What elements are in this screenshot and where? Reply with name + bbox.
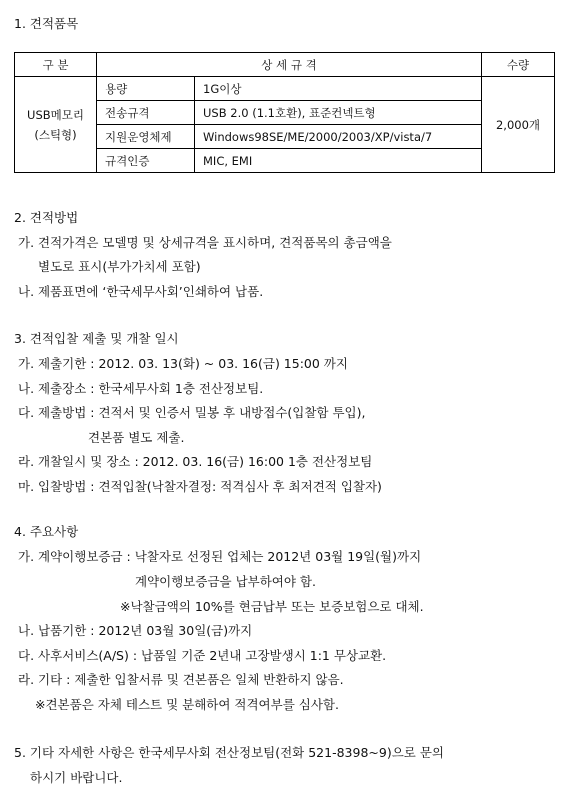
header-quantity: 수량 (482, 53, 555, 77)
spec-label: 용량 (97, 77, 195, 101)
section2-line: 가. 견적가격은 모델명 및 상세규격을 표시하며, 견적품목의 총금액을 (18, 235, 392, 250)
section1-title: 1. 견적품목 (14, 16, 79, 31)
section4-line: 다. 사후서비스(A/S) : 납품일 기준 2년내 고장발생시 1:1 무상교환. (18, 648, 387, 663)
section2-line: 나. 제품표면에 ‘한국세무사회’인쇄하여 납품. (18, 284, 264, 299)
section3-title: 3. 견적입찰 제출 및 개찰 일시 (14, 331, 179, 346)
section3-line: 라. 개찰일시 및 장소 : 2012. 03. 16(금) 16:00 1층 전산정보팀 (18, 454, 373, 469)
section5-line: 5. 기타 자세한 사항은 한국세무사회 전산정보팀(전화 521-8398~9)으로 문의 (14, 745, 444, 760)
section3-line: 다. 제출방법 : 견적서 및 인증서 밀봉 후 내방접수(입찰함 투입), (18, 405, 366, 420)
section2-line: 별도로 표시(부가가치세 포함) (38, 259, 201, 274)
item-type: (스틱형) (34, 127, 77, 142)
spec-label: 지원운영체제 (97, 125, 195, 149)
section4-line: 가. 계약이행보증금 : 낙찰자로 선정된 업체는 2012년 03월 19일(월)까지 (18, 549, 422, 564)
spec-label: 규격인증 (97, 149, 195, 173)
section4-title: 4. 주요사항 (14, 524, 79, 539)
section5-line: 하시기 바랍니다. (30, 770, 123, 785)
header-spec: 상 세 규 격 (97, 53, 482, 77)
section4-line: ※낙찰금액의 10%를 현금납부 또는 보증보험으로 대체. (120, 599, 424, 614)
spec-label: 전송규격 (97, 101, 195, 125)
section4-line: 계약이행보증금을 납부하여야 함. (135, 574, 316, 589)
table-header-row (15, 53, 555, 77)
section2-title: 2. 견적방법 (14, 210, 79, 225)
spec-value: 1G이상 (195, 77, 482, 101)
header-category: 구 분 (15, 53, 97, 77)
section4-line: 라. 기타 : 제출한 입찰서류 및 견본품은 일체 반환하지 않음. (18, 672, 344, 687)
spec-value: USB 2.0 (1.1호환), 표준컨넥트형 (195, 101, 482, 125)
quantity-cell: 2,000개 (482, 77, 555, 173)
spec-value: MIC, EMI (195, 149, 482, 173)
item-name-cell (15, 77, 97, 173)
section3-line: 나. 제출장소 : 한국세무사회 1층 전산정보팀. (18, 381, 264, 396)
section3-line: 가. 제출기한 : 2012. 03. 13(화) ~ 03. 16(금) 15:00 까지 (18, 356, 348, 371)
section3-line: 견본품 별도 제출. (88, 430, 185, 445)
section4-line: 나. 납품기한 : 2012년 03월 30일(금)까지 (18, 623, 253, 638)
spec-table (14, 52, 555, 173)
table-row (15, 77, 555, 101)
item-name: USB메모리 (27, 107, 84, 122)
section3-line: 마. 입찰방법 : 견적입찰(낙찰자결정: 적격심사 후 최저견적 입찰자) (18, 479, 382, 494)
spec-value: Windows98SE/ME/2000/2003/XP/vista/7 (195, 125, 482, 149)
section4-line: ※견본품은 자체 테스트 및 분해하여 적격여부를 심사함. (35, 697, 339, 712)
